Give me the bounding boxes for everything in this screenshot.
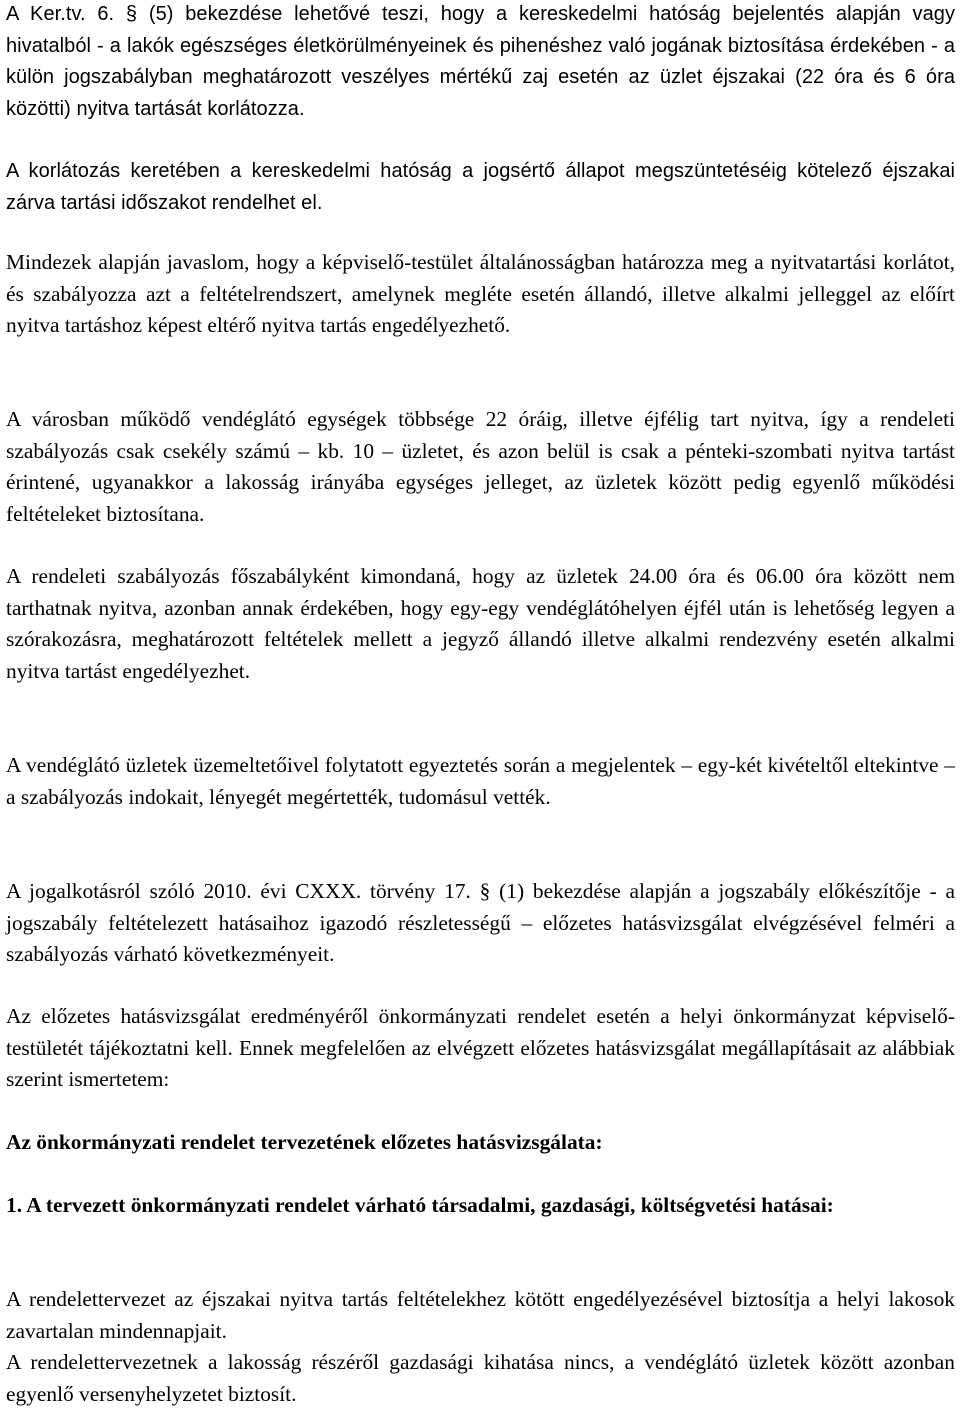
paragraph-rendelettervezet-gazdasagi: A rendelettervezetnek a lakosság részéről gazdasági kihatása nincs, a vendéglátó üzletek között azonban egyenlő versenyhelyzetet biztosít. (6, 1350, 955, 1406)
paragraph-rendelettervezet-lakosok: A rendelettervezet az éjszakai nyitva tartás feltételekhez kötött engedélyezésével biztosítja a helyi lakosok zavartalan mindennapjait. (6, 1287, 955, 1343)
paragraph-foszabaly: A rendeleti szabályozás főszabályként kimondaná, hogy az üzletek 24.00 óra és 06.00 óra között nem tarthatnak nyitva, azonban annak érdekében, hogy egy-egy vendéglátóhelyen éjfél után is lehetőség legyen a szórakozásra, meghatározott feltételek mellett a jegyző állandó illetve alkalmi rendezvény esetén alkalmi nyitva tartást engedélyezhet. (6, 564, 955, 683)
paragraph-korlatozas: A korlátozás keretében a kereskedelmi hatóság a jogsértő állapot megszüntetéséig kötelező éjszakai zárva tartási időszakot rendelhet el. (6, 160, 955, 214)
paragraph-hatasvizsgalat-eredmeny: Az előzetes hatásvizsgálat eredményéről önkormányzati rendelet esetén a helyi önkormányzat képviselő-testületét tájékoztatni kell. Ennek megfelelően az elvégzett előzetes hatásvizsgálat megállapításait az alábbiak szerint ismertetem: (6, 1004, 955, 1091)
paragraph-javaslat: Mindezek alapján javaslom, hogy a képviselő-testület általánosságban határozza meg a nyitvatartási korlátot, és szabályozza azt a feltételrendszert, amelynek megléte esetén állandó, illetve alkalmi jelleggel az előírt nyitva tartáshoz képest eltérő nyitva tartás engedélyezhető. (6, 250, 955, 337)
heading-hatasvizsgalat: Az önkormányzati rendelet tervezetének előzetes hatásvizsgálata: (6, 1130, 603, 1154)
paragraph-vendeglato-egysegek: A városban működő vendéglátó egységek többsége 22 óráig, illetve éjfélig tart nyitva, így a rendeleti szabályozás csak csekély számú – kb. 10 – üzletet, és azon belül is csak a pénteki-szombati nyitva tartást érintené, ugyanakkor a lakosság irányába egységes jelleget, az üzletek között pedig egyenlő működési feltételeket biztosítana. (6, 407, 955, 526)
paragraph-jogalkotas: A jogalkotásról szóló 2010. évi CXXX. törvény 17. § (1) bekezdése alapján a jogszabály előkészítője - a jogszabály feltételezett hatásaihoz igazodó részletességű – előzetes hatásvizsgálat elvégzésével felméri a szabályozás várható következményeit. (6, 879, 955, 966)
heading-varhato-hatasok: 1. A tervezett önkormányzati rendelet várható társadalmi, gazdasági, költségvetési hatásai: (6, 1193, 834, 1217)
paragraph-egyeztetes: A vendéglátó üzletek üzemeltetőivel folytatott egyeztetés során a megjelentek – egy-két kivételtől eltekintve – a szabályozás indokait, lényegét megértették, tudomásul vették. (6, 753, 955, 809)
paragraph-ker-tv: A Ker.tv. 6. § (5) bekezdése lehetővé teszi, hogy a kereskedelmi hatóság bejelentés alapján vagy hivatalból - a lakók egészséges életkörülményeinek és pihenéshez való jogának biztosítása érdekében - a külön jogszabályban meghatározott veszélyes mértékű zaj esetén az üzlet éjszakai (22 óra és 6 óra közötti) nyitva tartását korlátozza. (6, 3, 955, 120)
